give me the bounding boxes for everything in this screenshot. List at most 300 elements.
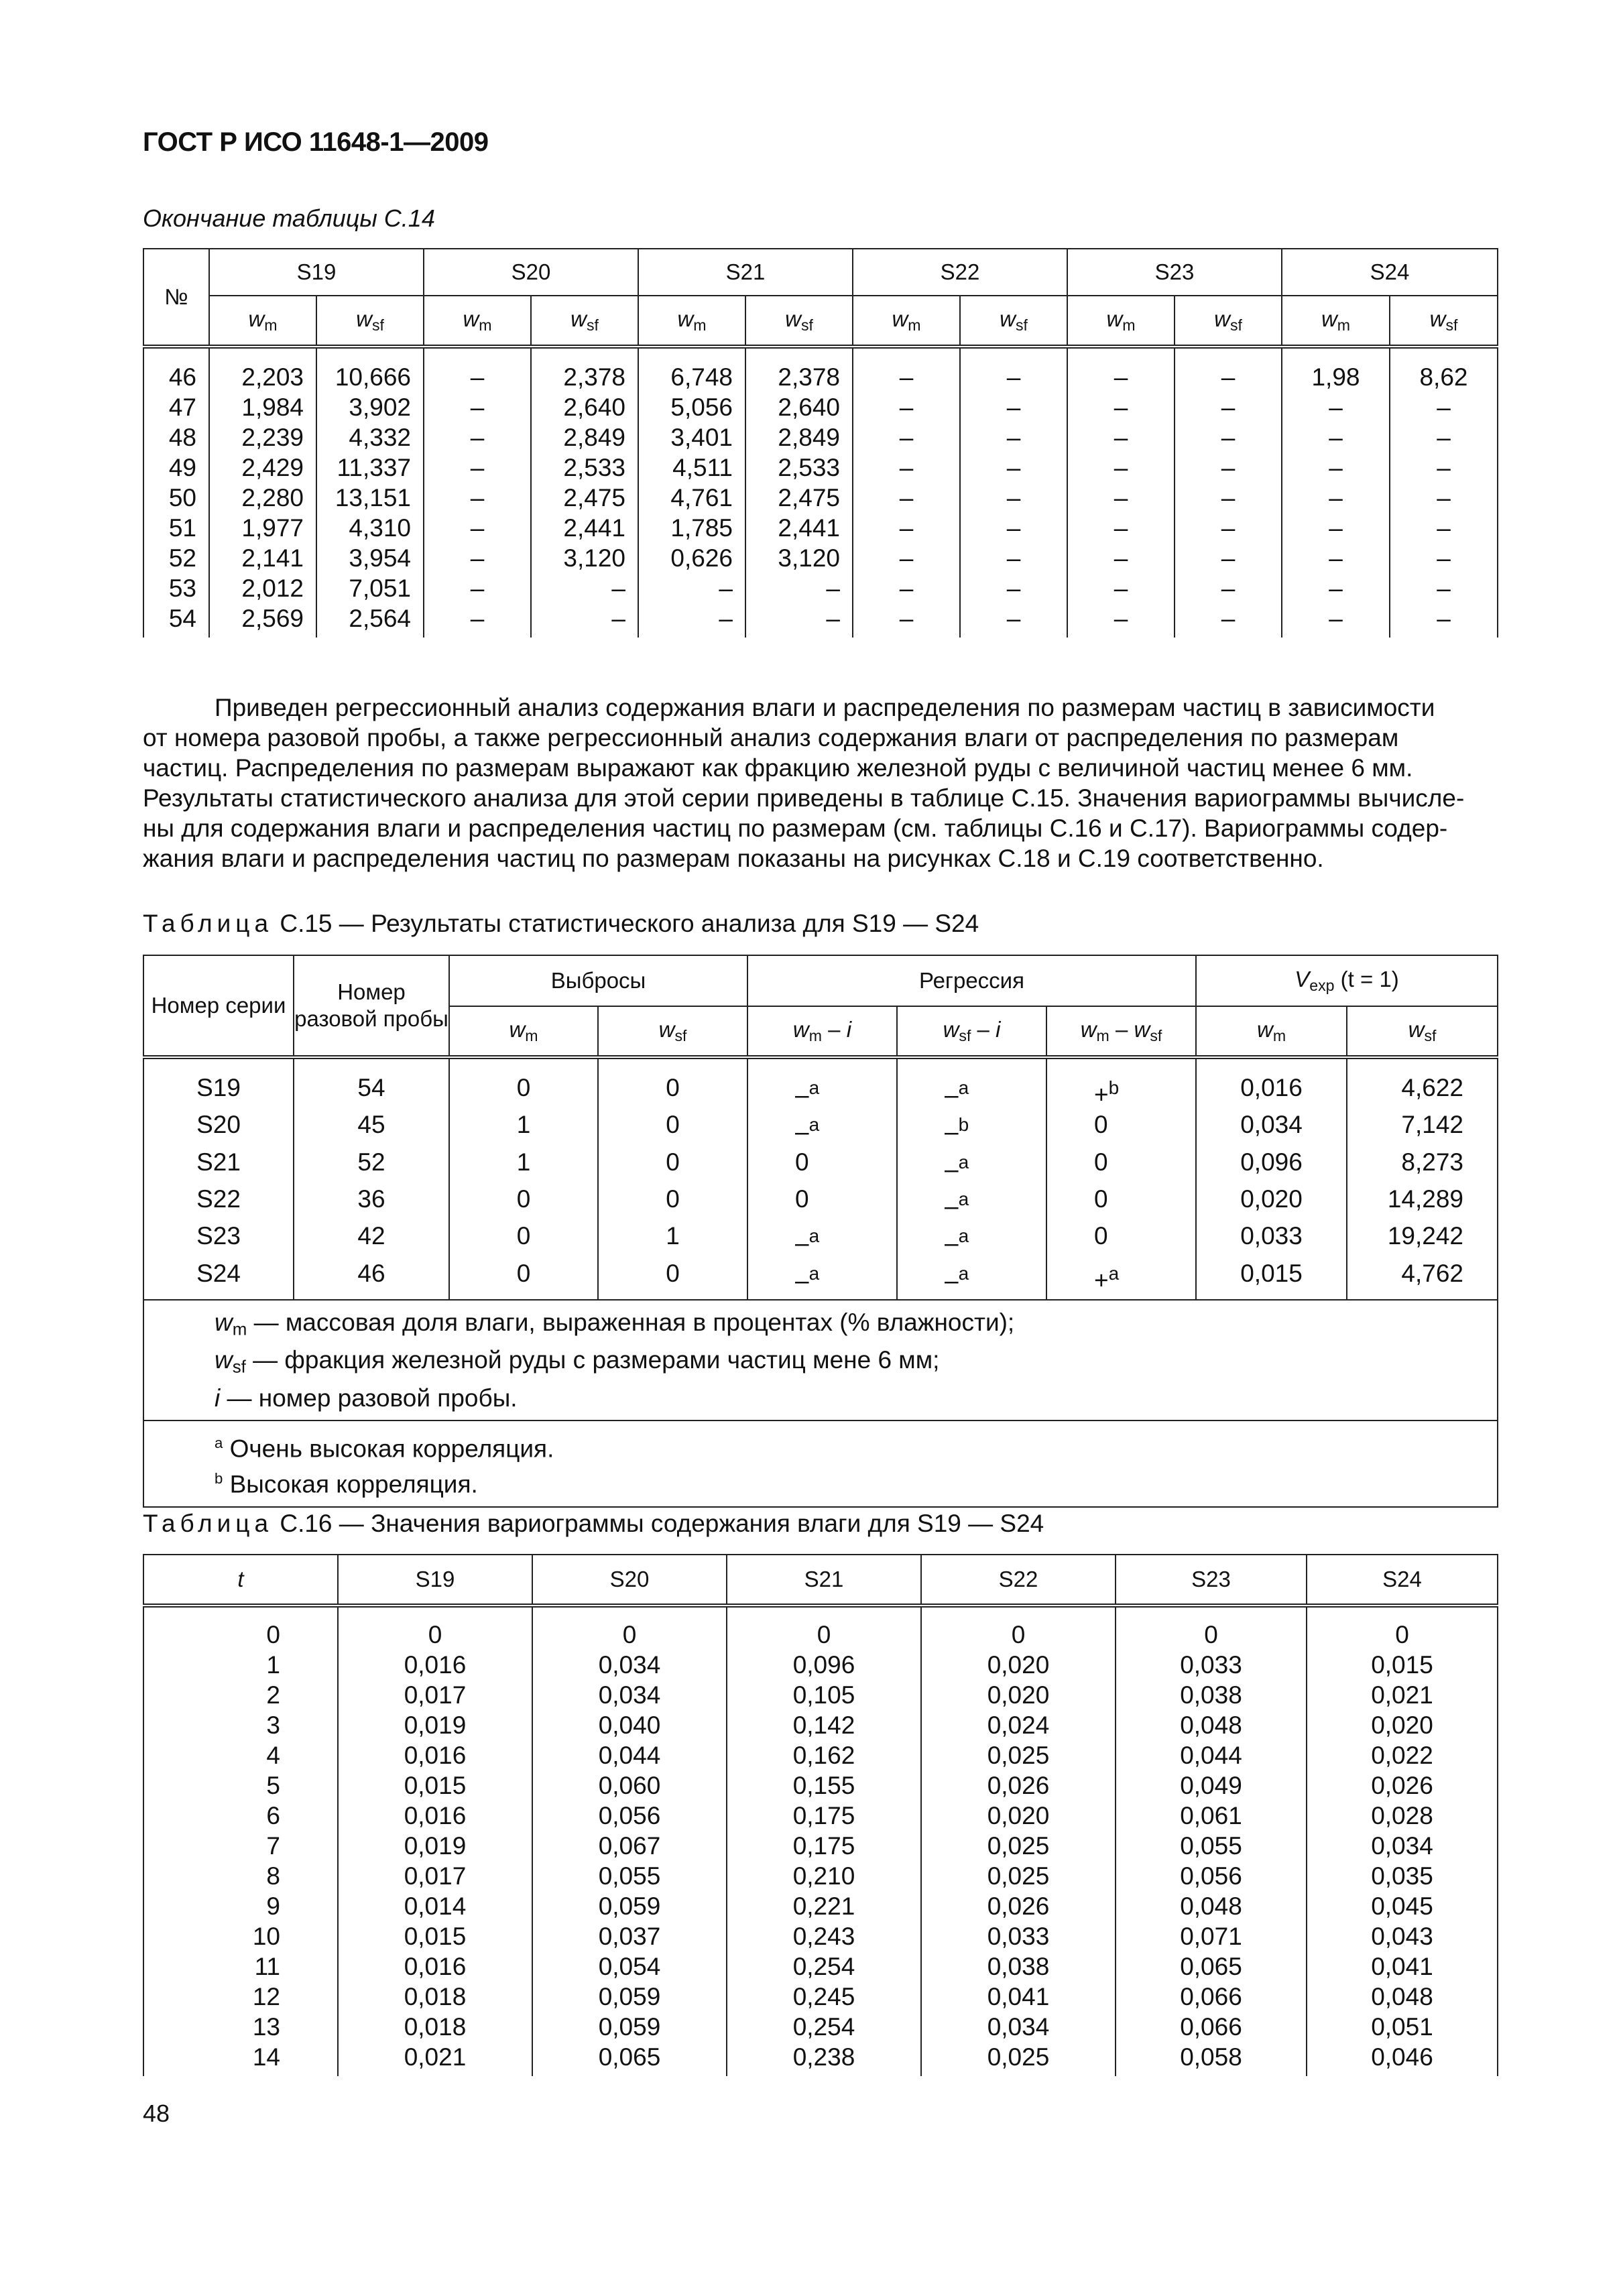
table-cell: – [853, 573, 960, 603]
table-cell: 0 [727, 1606, 921, 1650]
table-cell: 0,026 [921, 1891, 1116, 1921]
header-wsf: $w_{sf}$ [1390, 296, 1498, 347]
symbol-header-row [143, 296, 1498, 347]
table-cell: – [1282, 392, 1390, 422]
table-cell: 0,245 [727, 1982, 921, 2012]
header-series-s20: S20 [424, 249, 638, 296]
header-wm: $w_m$ [209, 296, 316, 347]
table-cell: 0,025 [921, 1861, 1116, 1891]
table-cell: – [853, 603, 960, 638]
header-wm: $w_m$ [1067, 296, 1175, 347]
table-cell: 0,040 [532, 1710, 727, 1740]
table-cell: 0,020 [921, 1650, 1116, 1680]
header-wsf-i: $w_{sf}$ – i [897, 1006, 1046, 1057]
header-wm: $w_m$ [1282, 296, 1390, 347]
table-cell: 0,015 [1196, 1258, 1347, 1300]
table-cell: – [1067, 543, 1175, 573]
table-cell: –$^b$ [897, 1109, 1046, 1146]
table-cell: 0 [449, 1258, 598, 1300]
table-cell: 51 [143, 513, 209, 543]
table-cell: – [1390, 422, 1498, 452]
table-cell: – [1175, 573, 1282, 603]
table-cell: 0,096 [727, 1650, 921, 1680]
header-wm: $w_m$ [638, 296, 745, 347]
table-cell: 0,015 [338, 1770, 532, 1801]
table-cell: S22 [143, 1184, 294, 1221]
table-cell: 3 [143, 1710, 338, 1740]
table-cell: 0,056 [532, 1801, 727, 1831]
table-cell: – [1175, 422, 1282, 452]
table-cell: 0,019 [338, 1831, 532, 1861]
caption-text: С.16 — Значения вариограммы содержания влаги для S19 — S24 [280, 1510, 1044, 1537]
table-cell: 0,046 [1307, 2042, 1498, 2076]
table-cell: 52 [143, 543, 209, 573]
table-cell: 0 [747, 1184, 897, 1221]
table-cell: – [853, 452, 960, 483]
table-cell: 0,045 [1307, 1891, 1498, 1921]
table-cell: 1,977 [209, 513, 316, 543]
table-cell: 0,254 [727, 2012, 921, 2042]
footnotes [143, 1421, 1498, 1507]
header-s23: S23 [1116, 1555, 1307, 1606]
table-cell: 0 [143, 1606, 338, 1650]
table-cell: 0,037 [532, 1921, 727, 1951]
header-s24: S24 [1307, 1555, 1498, 1606]
table-cell: – [960, 452, 1067, 483]
table-cell: 0,055 [532, 1861, 727, 1891]
table-cell: 52 [294, 1147, 449, 1184]
header-wsf: $w_{sf}$ [1175, 296, 1282, 347]
standard-designation: ГОСТ Р ИСО 11648-1—2009 [143, 127, 489, 157]
table-row [143, 1680, 1498, 1710]
table-cell: 0,038 [1116, 1680, 1307, 1710]
table-cell: – [1175, 452, 1282, 483]
footnote-a: $^a$ Очень высокая корреляция. [215, 1434, 554, 1463]
table-cell: 0,017 [338, 1680, 532, 1710]
caption-word: Таблица [143, 1510, 274, 1537]
table-cell: – [960, 513, 1067, 543]
table-cell: – [960, 422, 1067, 452]
table-cell: – [1390, 483, 1498, 513]
table-cell: 0,034 [1196, 1109, 1347, 1146]
table-cell: – [960, 603, 1067, 638]
table-cell: 14,289 [1347, 1184, 1498, 1221]
table-cell: 10 [143, 1921, 338, 1951]
table-cell: 0,044 [532, 1740, 727, 1770]
table-cell: – [1390, 573, 1498, 603]
table-cell: 0,221 [727, 1891, 921, 1921]
header-number: № [143, 249, 209, 347]
symbol-notes [143, 1300, 1498, 1421]
table-cell: 0,019 [338, 1710, 532, 1740]
table-cell: 0,051 [1307, 2012, 1498, 2042]
table-cell: 0 [1046, 1184, 1196, 1221]
table-cell: 0,025 [921, 2042, 1116, 2076]
table-row [143, 1770, 1498, 1801]
table-row [143, 1606, 1498, 1650]
table-cell: – [1390, 543, 1498, 573]
table-cell: 0 [598, 1057, 747, 1109]
table-cell: 2,378 [745, 347, 853, 392]
header-series-s22: S22 [853, 249, 1067, 296]
table-cell: 3,120 [745, 543, 853, 573]
table-cell: – [1067, 422, 1175, 452]
table-cell: 3,954 [316, 543, 424, 573]
table-cell: – [531, 573, 638, 603]
table-cell: –$^a$ [747, 1221, 897, 1258]
table-cell: 8,62 [1390, 347, 1498, 392]
table-cell: +$^a$ [1046, 1258, 1196, 1300]
table-cell: 0,014 [338, 1891, 532, 1921]
table-cell: – [960, 483, 1067, 513]
table-cell: – [853, 513, 960, 543]
table-c14-body [143, 347, 1498, 638]
table-cell: –$^a$ [897, 1258, 1046, 1300]
table-cell: 0,142 [727, 1710, 921, 1740]
table-cell: – [1390, 513, 1498, 543]
table-cell: 2,280 [209, 483, 316, 513]
table-cell: – [853, 422, 960, 452]
header-s22: S22 [921, 1555, 1116, 1606]
table-cell: 0 [1046, 1109, 1196, 1146]
table-cell: 42 [294, 1221, 449, 1258]
table-cell: –$^a$ [747, 1258, 897, 1300]
header-s20: S20 [532, 1555, 727, 1606]
table-cell: 0,026 [1307, 1770, 1498, 1801]
table-c15-caption [143, 910, 979, 938]
table-row [143, 392, 1498, 422]
table-cell: 0,049 [1116, 1770, 1307, 1801]
table-cell: 0,025 [921, 1740, 1116, 1770]
table-cell: 0,056 [1116, 1861, 1307, 1891]
table-cell: 0 [449, 1184, 598, 1221]
table-cell: 5 [143, 1770, 338, 1801]
table-cell: 12 [143, 1982, 338, 2012]
table-cell: 0,017 [338, 1861, 532, 1891]
table-cell: 2,441 [531, 513, 638, 543]
table-cell: 1,785 [638, 513, 745, 543]
table-row [143, 1258, 1498, 1300]
table-cell: +$^b$ [1046, 1057, 1196, 1109]
table-cell: 3,120 [531, 543, 638, 573]
table-cell: – [745, 573, 853, 603]
table-cell: 0,048 [1116, 1710, 1307, 1740]
table-cell: 0,162 [727, 1740, 921, 1770]
table-cell: 0,018 [338, 1982, 532, 2012]
table-cell: 4,511 [638, 452, 745, 483]
header-regression: Регрессия [747, 955, 1196, 1006]
table-cell: 0,059 [532, 2012, 727, 2042]
table-cell: 2,441 [745, 513, 853, 543]
table-cell: 0 [921, 1606, 1116, 1650]
table-row [143, 1740, 1498, 1770]
table-cell: 8,273 [1347, 1147, 1498, 1184]
table-cell: 0,033 [1116, 1650, 1307, 1680]
table-cell: 13 [143, 2012, 338, 2042]
table-cell: 0,034 [532, 1650, 727, 1680]
table-cell: – [1175, 347, 1282, 392]
table-cell: 0 [449, 1221, 598, 1258]
table-cell: 0,210 [727, 1861, 921, 1891]
table-row [143, 1801, 1498, 1831]
table-cell: 2,203 [209, 347, 316, 392]
table-cell: 2,564 [316, 603, 424, 638]
table-cell: – [960, 347, 1067, 392]
table-cell: 2,569 [209, 603, 316, 638]
table-cell: – [1175, 543, 1282, 573]
table-cell: 14 [143, 2042, 338, 2076]
footnote-b: $^b$ Высокая корреляция. [215, 1470, 478, 1498]
table-cell: 0,065 [532, 2042, 727, 2076]
table-cell: 0,626 [638, 543, 745, 573]
table-cell: – [424, 422, 531, 452]
table-cell: 4,622 [1347, 1057, 1498, 1109]
table-cell: – [1390, 452, 1498, 483]
body-paragraph [143, 692, 1497, 873]
header-s19: S19 [338, 1555, 532, 1606]
table-row [143, 1184, 1498, 1221]
table-cell: 0,015 [338, 1921, 532, 1951]
header-wm: $w_m$ [424, 296, 531, 347]
table-cell: 0,028 [1307, 1801, 1498, 1831]
table-cell: – [424, 603, 531, 638]
table-cell: 0,059 [532, 1982, 727, 2012]
table-cell: – [960, 543, 1067, 573]
table-row [143, 513, 1498, 543]
table-cell: 0 [338, 1606, 532, 1650]
table-c15-body [143, 1057, 1498, 1300]
table-cell: 0 [598, 1184, 747, 1221]
table-cell: 2,141 [209, 543, 316, 573]
paragraph-line: частиц. Распределения по размерам выражают как фракцию железной руды с величиной частиц менее 6 мм. [143, 754, 1413, 782]
paragraph-line: ны для содержания влаги и распределения частиц по размерам (см. таблицы С.16 и С.17). Вариограммы содер- [143, 814, 1448, 842]
table-cell: 0 [1046, 1147, 1196, 1184]
table-cell: 0,155 [727, 1770, 921, 1801]
table-cell: 46 [294, 1258, 449, 1300]
table-cell: – [1390, 603, 1498, 638]
note-wsf: $w_{sf}$ — фракция железной руды с размерами частиц мене 6 мм; [215, 1346, 940, 1377]
header-wsf: $w_{sf}$ [316, 296, 424, 347]
table-row [143, 1921, 1498, 1951]
table-cell: 0 [1307, 1606, 1498, 1650]
table-cell: 0,066 [1116, 1982, 1307, 2012]
table-cell: 2,640 [531, 392, 638, 422]
table-cell: 0,044 [1116, 1740, 1307, 1770]
table-cell: – [638, 573, 745, 603]
table-cell: 4,762 [1347, 1258, 1498, 1300]
table-cell: 0,035 [1307, 1861, 1498, 1891]
table-cell: – [424, 543, 531, 573]
table-row [143, 1982, 1498, 2012]
table-cell: 0,034 [532, 1680, 727, 1710]
table-row [143, 573, 1498, 603]
table-cell: 0 [1046, 1221, 1196, 1258]
table-cell: – [1067, 483, 1175, 513]
table-cell: 53 [143, 573, 209, 603]
header-wsf: $w_{sf}$ [598, 1006, 747, 1057]
table-cell: –$^a$ [897, 1184, 1046, 1221]
header-series-s19: S19 [209, 249, 424, 296]
table-cell: 0,048 [1116, 1891, 1307, 1921]
table-row [143, 1057, 1498, 1109]
paragraph-line: жания влаги и распределения частиц по размерам показаны на рисунках С.18 и С.19 соответственно. [143, 845, 1324, 872]
table-cell: – [1175, 392, 1282, 422]
table-cell: 2,429 [209, 452, 316, 483]
table-cell: S23 [143, 1221, 294, 1258]
table-cell: 4,332 [316, 422, 424, 452]
table-cell: – [1282, 543, 1390, 573]
table-cell: 0,016 [338, 1951, 532, 1982]
table-cell: 0,054 [532, 1951, 727, 1982]
table-cell: 0,243 [727, 1921, 921, 1951]
table-cell: 0,034 [921, 2012, 1116, 2042]
table-c16-header [143, 1555, 1498, 1606]
table-cell: 0,041 [1307, 1951, 1498, 1982]
table-cell: – [1282, 422, 1390, 452]
table-row [143, 1109, 1498, 1146]
table-cell: – [1282, 483, 1390, 513]
table-row [143, 1891, 1498, 1921]
table-cell: – [745, 603, 853, 638]
table-cell: – [960, 573, 1067, 603]
table-cell: 0,238 [727, 2042, 921, 2076]
paragraph-line: Результаты статистического анализа для этой серии приведены в таблице С.15. Значения вариограммы вычисле- [143, 784, 1465, 812]
paragraph-line: от номера разовой пробы, а также регрессионный анализ содержания влаги от распределения по размерам [143, 724, 1399, 751]
table-row [143, 603, 1498, 638]
table-cell: 0,066 [1116, 2012, 1307, 2042]
table-cell: – [1390, 392, 1498, 422]
table-cell: 0,024 [921, 1710, 1116, 1740]
table-cell: 0,058 [1116, 2042, 1307, 2076]
table-cell: 11,337 [316, 452, 424, 483]
table-cell: – [853, 347, 960, 392]
table-cell: 6,748 [638, 347, 745, 392]
header-wm: $w_m$ [1196, 1006, 1347, 1057]
header-wsf: $w_{sf}$ [960, 296, 1067, 347]
table-cell: 0,105 [727, 1680, 921, 1710]
table-cell: 7,142 [1347, 1109, 1498, 1146]
table-cell: 2,475 [531, 483, 638, 513]
table-cell: 0,025 [921, 1831, 1116, 1861]
table-cell: 0,026 [921, 1770, 1116, 1801]
table-cell: 2,640 [745, 392, 853, 422]
table-row [143, 483, 1498, 513]
table-cell: 47 [143, 392, 209, 422]
caption-word: Таблица [143, 910, 274, 937]
table-cell: – [424, 392, 531, 422]
table-cell: – [853, 392, 960, 422]
table-cell: 0,033 [921, 1921, 1116, 1951]
table-cell: 2,849 [745, 422, 853, 452]
table-cell: –$^a$ [897, 1147, 1046, 1184]
table-cell: 2,239 [209, 422, 316, 452]
table-cell: 0,041 [921, 1982, 1116, 2012]
table-cell: 0,020 [921, 1680, 1116, 1710]
table-cell: 0,059 [532, 1891, 727, 1921]
table-cell: – [1067, 513, 1175, 543]
table-cell: – [638, 603, 745, 638]
table-cell: 49 [143, 452, 209, 483]
table-cell: 0,020 [921, 1801, 1116, 1831]
table-cell: 0 [747, 1147, 897, 1184]
table-cell: – [853, 483, 960, 513]
table-cell: 0,020 [1196, 1184, 1347, 1221]
table-c15 [143, 955, 1498, 1508]
table-cell: – [1175, 603, 1282, 638]
header-wm-i: $w_m$ – i [747, 1006, 897, 1057]
table-cell: 0 [598, 1147, 747, 1184]
table-cell: 0,022 [1307, 1740, 1498, 1770]
table-cell: S19 [143, 1057, 294, 1109]
header-series-s23: S23 [1067, 249, 1282, 296]
table-cell: 0,020 [1307, 1710, 1498, 1740]
table-cell: 0 [598, 1109, 747, 1146]
table-row [143, 1831, 1498, 1861]
table-cell: 2,533 [745, 452, 853, 483]
table-row [143, 452, 1498, 483]
table-row [143, 1710, 1498, 1740]
header-wm: $w_m$ [449, 1006, 598, 1057]
table-cell: – [1282, 603, 1390, 638]
table-cell: – [424, 452, 531, 483]
table-cell: 10,666 [316, 347, 424, 392]
header-series-s24: S24 [1282, 249, 1498, 296]
table-cell: 0,021 [338, 2042, 532, 2076]
table-c16-body [143, 1606, 1498, 2076]
table-cell: – [424, 573, 531, 603]
table-cell: 1,98 [1282, 347, 1390, 392]
table-cell: 0,055 [1116, 1831, 1307, 1861]
table-cell: 1,984 [209, 392, 316, 422]
table-cell: 45 [294, 1109, 449, 1146]
table-row [143, 2042, 1498, 2076]
table-cell: 0 [1116, 1606, 1307, 1650]
table-cell: 0 [449, 1057, 598, 1109]
table-cell: 0 [598, 1258, 747, 1300]
table-cell: 0,038 [921, 1951, 1116, 1982]
table-cell: – [853, 543, 960, 573]
table-cell: 2,475 [745, 483, 853, 513]
table-cell: 0 [532, 1606, 727, 1650]
table-cell: 0,254 [727, 1951, 921, 1982]
header-wsf: $w_{sf}$ [745, 296, 853, 347]
table-cell: –$^a$ [747, 1057, 897, 1109]
table-cell: –$^a$ [747, 1109, 897, 1146]
table-cell: – [424, 347, 531, 392]
table-cell: 0,043 [1307, 1921, 1498, 1951]
table-cell: 0,015 [1307, 1650, 1498, 1680]
table-cell: 1 [449, 1109, 598, 1146]
table-c16 [143, 1554, 1498, 2076]
table-cell: 0,175 [727, 1801, 921, 1831]
table-cell: 54 [294, 1057, 449, 1109]
note-wm: $w_m$ — массовая доля влаги, выраженная в процентах (% влажности); [215, 1308, 1015, 1339]
header-series-s21: S21 [638, 249, 853, 296]
table-cell: – [1175, 513, 1282, 543]
table-cell: 0,018 [338, 2012, 532, 2042]
table-cell: S24 [143, 1258, 294, 1300]
table-cell: 46 [143, 347, 209, 392]
table-cell: 1 [598, 1221, 747, 1258]
table-cell: 1 [143, 1650, 338, 1680]
table-cell: 0,061 [1116, 1801, 1307, 1831]
table-cell: – [960, 392, 1067, 422]
header-sample-number: Номер разовой пробы [294, 955, 449, 1057]
table-cell: – [1067, 392, 1175, 422]
header-t: t [143, 1555, 338, 1606]
table-cell: 0,096 [1196, 1147, 1347, 1184]
table-cell: 2,378 [531, 347, 638, 392]
